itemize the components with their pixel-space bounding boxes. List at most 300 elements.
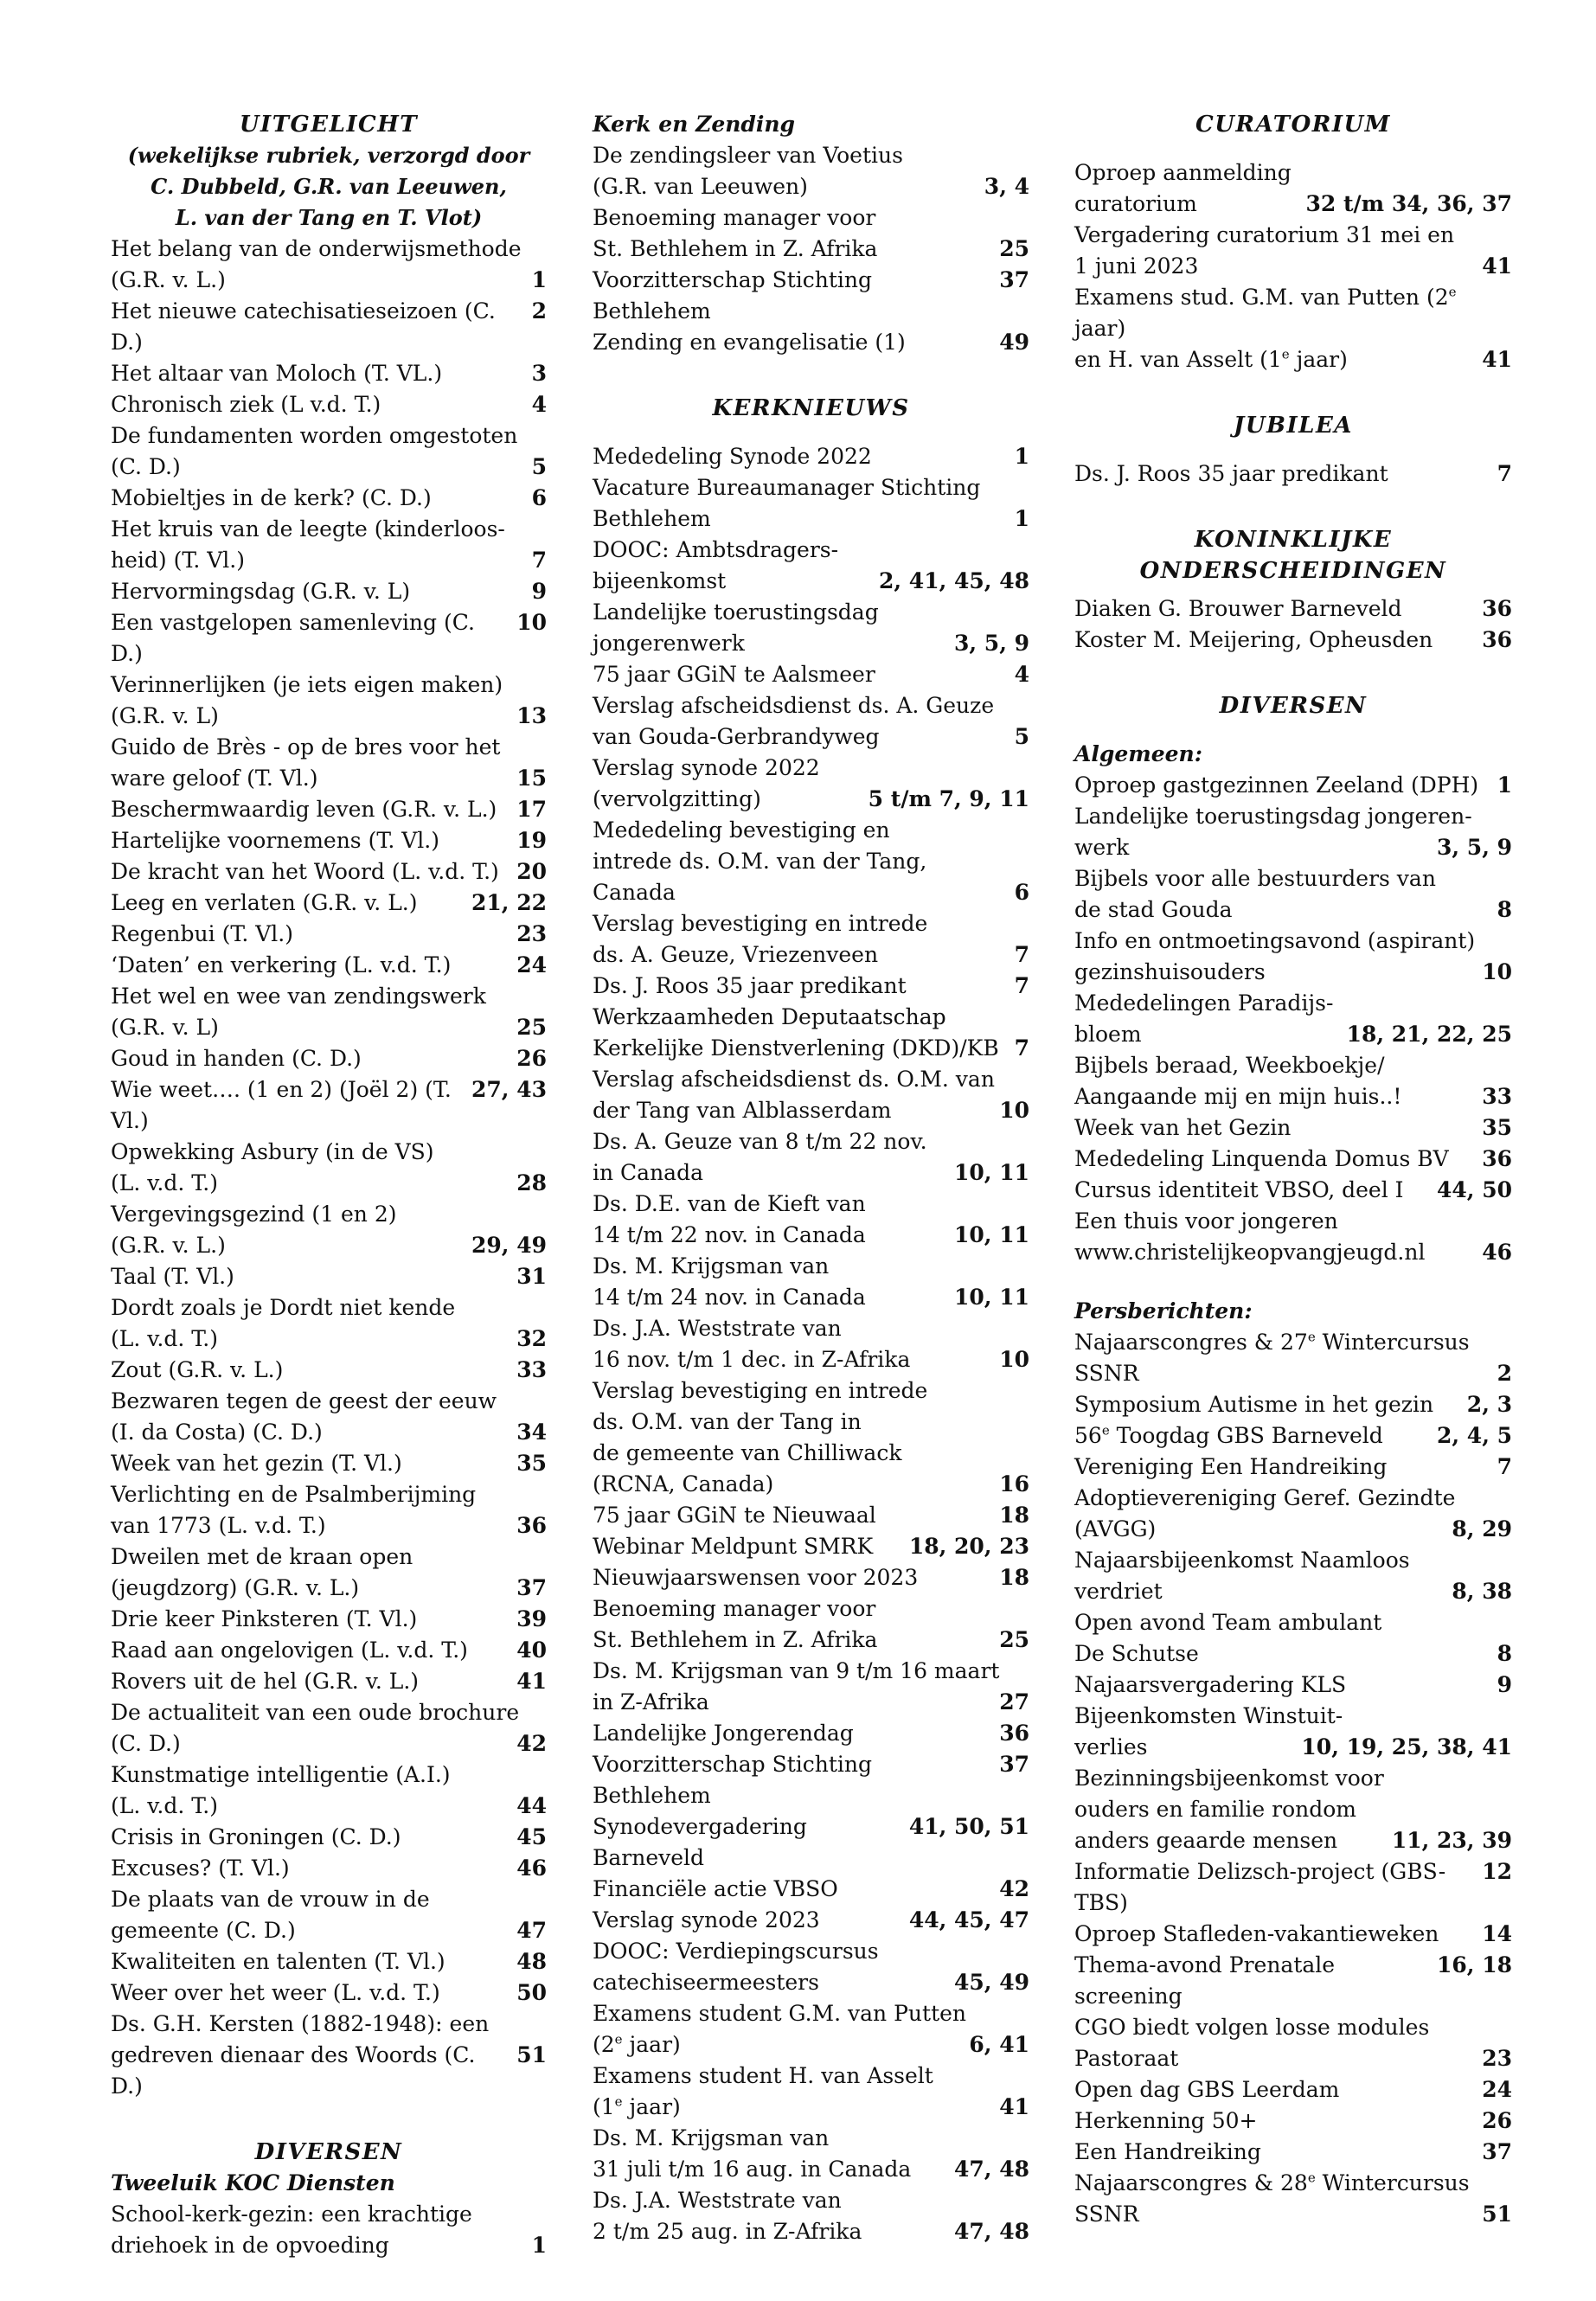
index-entry [1074, 1144, 1512, 1175]
entry-title-line: Ds. J. Roos 35 jaar predikant [1074, 461, 1388, 486]
entry-title-line: bijeenkomst [593, 568, 727, 593]
entry-title-line: de gemeente van Chilliwack [593, 1440, 902, 1465]
entry-title-line: ware geloof (T. Vl.) [111, 766, 318, 791]
entry-title-line: Taal (T. Vl.) [111, 1264, 234, 1289]
index-entry [111, 794, 547, 825]
entry-title-line: (AVGG) [1074, 1516, 1157, 1541]
entry-title-line: Financiële actie VBSO [593, 1876, 838, 1901]
entry-page-numbers: 6, 41 [969, 2032, 1029, 2057]
entry-page-numbers: 25 [999, 236, 1029, 261]
entry-title-line: Weer over het weer (L. v.d. T.) [111, 1980, 440, 2005]
entry-title-line: Koster M. Meijering, Opheusden [1074, 627, 1433, 652]
index-entry [1074, 863, 1512, 926]
entry-title-line: Week van het gezin (T. Vl.) [111, 1451, 402, 1476]
entry-page-numbers: 10, 11 [954, 1222, 1029, 1247]
entry-title-line: Dweilen met de kraan open [111, 1544, 413, 1569]
entry-title-line: Beschermwaardig leven (G.R. v. L.) [111, 797, 497, 822]
index-entry [111, 389, 547, 420]
entry-title-line: de stad Gouda [1074, 897, 1233, 922]
subhead-persberichten: Persberichten: [1074, 1298, 1253, 1324]
entry-list [111, 234, 547, 2102]
index-entry [593, 971, 1029, 1002]
index-entry [1074, 1420, 1512, 1452]
entry-title-line: 1 juni 2023 [1074, 253, 1199, 279]
entry-page-numbers: 37 [999, 267, 1029, 292]
index-entry [111, 1635, 547, 1666]
index-entry [1074, 1545, 1512, 1607]
entry-page-numbers: 32 [516, 1326, 547, 1351]
entry-page-numbers: 36 [516, 1513, 547, 1538]
index-entry [1074, 2137, 1512, 2168]
entry-page-numbers: 7 [1497, 461, 1512, 486]
index-entry [111, 358, 547, 389]
index-entry [111, 856, 547, 888]
index-entry [1074, 593, 1512, 625]
entry-title-line: (C. D.) [111, 454, 181, 479]
subhead-tweeluik: Tweeluik KOC Diensten [111, 2170, 395, 2195]
entry-page-numbers: 39 [516, 1606, 547, 1631]
entry-list [1074, 1327, 1512, 2230]
index-entry [593, 1002, 1029, 1064]
entry-title-line: Voorzitterschap Stichting Bethlehem [593, 1752, 873, 1808]
entry-title-line: Najaarsvergadering KLS [1074, 1672, 1347, 1697]
entry-title-line: Verslag synode 2023 [593, 1907, 820, 1932]
entry-page-numbers: 20 [516, 859, 547, 884]
entry-page-numbers: 47, 48 [954, 2157, 1029, 2182]
index-entry [111, 1666, 547, 1697]
entry-page-numbers: 36 [1482, 627, 1512, 652]
index-entry [1074, 1175, 1512, 1206]
section-title-uitgelicht: UITGELICHT [239, 112, 419, 138]
entry-page-numbers: 37 [999, 1752, 1029, 1777]
entry-title-line: in Canada [593, 1160, 703, 1185]
entry-list [593, 140, 1029, 358]
entry-page-numbers: 51 [516, 2042, 547, 2067]
entry-page-numbers: 27, 43 [471, 1077, 547, 1102]
entry-title-line: Landelijke toerustingsdag jongeren- [1074, 804, 1472, 829]
entry-title-line: 31 juli t/m 16 aug. in Canada [593, 2157, 912, 2182]
entry-title-line: Rovers uit de hel (G.R. v. L.) [111, 1669, 420, 1694]
index-entry [111, 607, 547, 670]
index-entry [1074, 1701, 1512, 1763]
entry-page-numbers: 17 [516, 797, 547, 822]
index-entry [111, 950, 547, 981]
entry-title-line: De zendingsleer van Voetius [593, 143, 903, 168]
entry-title-line: Kwaliteiten en talenten (T. Vl.) [111, 1949, 445, 1974]
entry-title-line: St. Bethlehem in Z. Afrika [593, 1627, 878, 1652]
index-entry [1074, 2168, 1512, 2230]
entry-page-numbers: 10, 19, 25, 38, 41 [1301, 1734, 1512, 1759]
index-entry [593, 1064, 1029, 1126]
entry-page-numbers: 18, 21, 22, 25 [1346, 1022, 1512, 1047]
entry-title-line: 14 t/m 22 nov. in Canada [593, 1222, 866, 1247]
entry-page-numbers: 7 [1014, 1035, 1029, 1061]
index-entry [593, 1562, 1029, 1593]
entry-list [1074, 458, 1512, 490]
index-entry [111, 1199, 547, 1261]
entry-title-line: Het belang van de onderwijsmethode [111, 236, 522, 261]
entry-title-line: 16 nov. t/m 1 dec. in Z-Afrika [593, 1347, 911, 1372]
entry-page-numbers: 36 [999, 1721, 1029, 1746]
entry-title-line: ds. A. Geuze, Vriezenveen [593, 942, 879, 967]
index-entry [593, 1251, 1029, 1313]
index-entry [111, 2199, 547, 2261]
entry-title-line: www.christelijkeopvangjeugd.nl [1074, 1240, 1426, 1265]
entry-title-line: curatorium [1074, 191, 1197, 216]
entry-page-numbers: 37 [1482, 2139, 1512, 2164]
entry-title-line: Kunstmatige intelligentie (A.I.) [111, 1762, 451, 1787]
index-entry [593, 1998, 1029, 2061]
section-title-diversen: DIVERSEN [1219, 693, 1368, 719]
entry-page-numbers: 41, 50, 51 [908, 1814, 1029, 1839]
entry-title-line: Verslag afscheidsdienst ds. A. Geuze [593, 693, 995, 718]
entry-title-line: Bezinningsbijeenkomst voor [1074, 1766, 1384, 1791]
entry-title-line: Hartelijke voornemens (T. Vl.) [111, 828, 439, 853]
entry-page-numbers: 46 [516, 1856, 547, 1881]
entry-title-line: Werkzaamheden Deputaatschap [593, 1004, 946, 1029]
entry-page-numbers: 26 [516, 1046, 547, 1071]
entry-page-numbers: 8 [1497, 897, 1512, 922]
index-entry [111, 1604, 547, 1635]
entry-title-line: Synodevergadering Barneveld [593, 1814, 807, 1870]
index-entry [1074, 1950, 1512, 2012]
entry-title-line: Mededelingen Paradijs- [1074, 990, 1334, 1016]
entry-title-line: DOOC: Ambtsdragers- [593, 537, 839, 562]
entry-title-line: Verslag synode 2022 [593, 755, 820, 780]
entry-list [1074, 770, 1512, 1268]
entry-title-line: Najaarsbijeenkomst Naamloos [1074, 1548, 1410, 1573]
index-entry [593, 1313, 1029, 1375]
index-entry [111, 1822, 547, 1853]
entry-page-numbers: 9 [531, 579, 547, 604]
entry-title-line: werk [1074, 835, 1130, 860]
entry-page-numbers: 33 [1482, 1084, 1512, 1109]
index-entry [593, 1874, 1029, 1905]
entry-title-line: Bijbels beraad, Weekboekje/ [1074, 1053, 1385, 1078]
entry-title-line: Open avond Team ambulant [1074, 1610, 1382, 1635]
entry-page-numbers: 44, 50 [1437, 1177, 1512, 1202]
entry-title-line: intrede ds. O.M. van der Tang, [593, 849, 927, 874]
entry-title-line: Ds. M. Krijgsman van [593, 2125, 830, 2150]
entry-page-numbers: 13 [516, 703, 547, 728]
index-entry [593, 1593, 1029, 1656]
entry-page-numbers: 23 [1482, 2046, 1512, 2071]
entry-title-line: Bethlehem [593, 506, 711, 531]
index-entry [593, 1126, 1029, 1189]
entry-title-line: Raad aan ongelovigen (L. v.d. T.) [111, 1638, 468, 1663]
entry-title-line: jongerenwerk [593, 631, 745, 656]
entry-title-line: (G.R. v. L) [111, 703, 219, 728]
entry-title-line: van 1773 (L. v.d. T.) [111, 1513, 326, 1538]
entry-page-numbers: 33 [516, 1357, 547, 1382]
entry-page-numbers: 3 [531, 361, 547, 386]
entry-page-numbers: 28 [516, 1170, 547, 1195]
index-entry [111, 1884, 547, 1946]
index-entry [111, 888, 547, 919]
index-entry [111, 1697, 547, 1759]
index-entry [593, 1500, 1029, 1531]
entry-page-numbers: 2 [531, 298, 547, 324]
index-entry [111, 514, 547, 576]
entry-title-line: Benoeming manager voor [593, 1596, 876, 1621]
entry-title-line: Ds. D.E. van de Kieft van [593, 1191, 866, 1216]
index-entry [593, 441, 1029, 472]
entry-title-line: (jeugdzorg) (G.R. v. L.) [111, 1575, 360, 1600]
entry-title-line: (1e jaar) [593, 2093, 681, 2119]
entry-title-line: (G.R. v. L.) [111, 1233, 226, 1258]
entry-page-numbers: 3, 5, 9 [1437, 835, 1512, 860]
index-entry [593, 659, 1029, 690]
entry-title-line: (L. v.d. T.) [111, 1326, 218, 1351]
index-entry [1074, 1327, 1512, 1389]
entry-title-line: Ds. A. Geuze van 8 t/m 22 nov. [593, 1129, 927, 1154]
index-entry [1074, 770, 1512, 801]
entry-page-numbers: 27 [999, 1689, 1029, 1715]
entry-page-numbers: 45, 49 [954, 1970, 1029, 1995]
entry-title-line: (I. da Costa) (C. D.) [111, 1420, 323, 1445]
entry-title-line: Guido de Brès - op de bres voor het [111, 734, 501, 760]
index-entry [1074, 1112, 1512, 1144]
entry-title-line: Info en ontmoetingsavond (aspirant) [1074, 928, 1476, 953]
entry-title-line: Verlichting en de Psalmberijming [111, 1482, 477, 1507]
entry-title-line: (G.R. v. L) [111, 1015, 219, 1040]
entry-title-line: Symposium Autisme in het gezin [1074, 1392, 1434, 1417]
entry-page-numbers: 47, 48 [954, 2219, 1029, 2244]
entry-page-numbers: 7 [1014, 942, 1029, 967]
entry-title-line: van Gouda-Gerbrandyweg [593, 724, 880, 749]
entry-page-numbers: 25 [999, 1627, 1029, 1652]
section-title-curatorium: CURATORIUM [1195, 112, 1391, 138]
entry-title-line: Verinnerlijken (je iets eigen maken) [111, 672, 503, 697]
entry-page-numbers: 10 [516, 610, 547, 635]
entry-page-numbers: 2, 41, 45, 48 [879, 568, 1029, 593]
entry-title-line: Examens student H. van Asselt [593, 2063, 933, 2088]
entry-page-numbers: 23 [516, 921, 547, 946]
index-entry [593, 472, 1029, 535]
section-title-koninklijke: KONINKLIJKE [1194, 527, 1393, 553]
index-entry [593, 2061, 1029, 2123]
entry-title-line: (L. v.d. T.) [111, 1793, 218, 1818]
entry-title-line: gemeente (C. D.) [111, 1918, 296, 1943]
index-entry [111, 420, 547, 483]
entry-title-line: Vacature Bureaumanager Stichting [593, 475, 981, 500]
entry-page-numbers: 18, 20, 23 [908, 1534, 1029, 1559]
entry-page-numbers: 21, 22 [471, 890, 547, 915]
index-entry [111, 981, 547, 1043]
entry-list [1074, 593, 1512, 656]
entry-page-numbers: 10 [999, 1098, 1029, 1123]
entry-page-numbers: 6 [531, 485, 547, 510]
entry-page-numbers: 4 [531, 392, 547, 417]
entry-title-line: Mobieltjes in de kerk? (C. D.) [111, 485, 432, 510]
index-entry [111, 1853, 547, 1884]
entry-title-line: (C. D.) [111, 1731, 181, 1756]
entry-title-line: Crisis in Groningen (C. D.) [111, 1824, 401, 1849]
entry-page-numbers: 14 [1482, 1921, 1512, 1946]
entry-title-line: 2 t/m 25 aug. in Z-Afrika [593, 2219, 862, 2244]
entry-title-line: Een thuis voor jongeren [1074, 1208, 1338, 1234]
entry-title-line: 56e Toogdag GBS Barneveld [1074, 1422, 1383, 1448]
entry-title-line: Mededeling bevestiging en [593, 817, 890, 843]
entry-page-numbers: 15 [516, 766, 547, 791]
index-entry [593, 1189, 1029, 1251]
entry-title-line: in Z-Afrika [593, 1689, 709, 1715]
entry-title-line: Wie weet…. (1 en 2) (Joël 2) (T. Vl.) [111, 1077, 452, 1133]
entry-title-line: Thema-avond Prenatale screening [1074, 1952, 1336, 2009]
entry-title-line: Bijbels voor alle bestuurders van [1074, 866, 1436, 891]
index-entry [1074, 625, 1512, 656]
entry-page-numbers: 26 [1482, 2108, 1512, 2133]
entry-page-numbers: 29, 49 [471, 1233, 547, 1258]
entry-title-line: Aangaande mij en mijn huis..! [1074, 1084, 1402, 1109]
entry-page-numbers: 24 [516, 952, 547, 977]
index-entry [111, 1386, 547, 1448]
entry-title-line: (G.R. v. L.) [111, 267, 226, 292]
entry-title-line: bloem [1074, 1022, 1142, 1047]
entry-title-line: School-kerk-gezin: een krachtige [111, 2202, 472, 2227]
entry-page-numbers: 1 [1014, 444, 1029, 469]
index-entry [1074, 1670, 1512, 1701]
entry-title-line: De actualiteit van een oude brochure [111, 1700, 520, 1725]
index-entry [593, 1656, 1029, 1718]
index-entry [1074, 1607, 1512, 1670]
index-entry [111, 825, 547, 856]
entry-title-line: Ds. J. Roos 35 jaar predikant [593, 973, 907, 998]
entry-title-line: Dordt zoals je Dordt niet kende [111, 1295, 456, 1320]
entry-title-line: Een vastgelopen samenleving (C. D.) [111, 610, 475, 666]
entry-title-line: Benoeming manager voor [593, 205, 876, 230]
entry-title-line: Oproep aanmelding [1074, 160, 1292, 185]
entry-title-line: (G.R. van Leeuwen) [593, 174, 808, 199]
entry-title-line: 75 jaar GGiN te Nieuwaal [593, 1503, 876, 1528]
entry-title-line: 75 jaar GGiN te Aalsmeer [593, 662, 875, 687]
subhead-kerk-zending: Kerk en Zending [593, 112, 796, 137]
index-entry [111, 1355, 547, 1386]
entry-title-line: Webinar Meldpunt SMRK [593, 1534, 874, 1559]
entry-page-numbers: 10, 11 [954, 1285, 1029, 1310]
entry-page-numbers: 7 [1014, 973, 1029, 998]
subhead-algemeen: Algemeen: [1074, 741, 1202, 766]
index-entry [1074, 2074, 1512, 2106]
entry-title-line: Mededeling Synode 2022 [593, 444, 872, 469]
entry-page-numbers: 1 [531, 267, 547, 292]
entry-page-numbers: 36 [1482, 1146, 1512, 1171]
entry-title-line: Bijeenkomsten Winstuit- [1074, 1703, 1343, 1728]
entry-title-line: St. Bethlehem in Z. Afrika [593, 236, 878, 261]
entry-title-line: Voorzitterschap Stichting Bethlehem [593, 267, 873, 324]
index-entry [111, 234, 547, 296]
entry-title-line: Ds. M. Krijgsman van [593, 1253, 830, 1279]
entry-title-line: verlies [1074, 1734, 1148, 1759]
entry-page-numbers: 7 [1497, 1454, 1512, 1479]
entry-title-line: Adoptievereniging Geref. Gezindte [1074, 1485, 1456, 1510]
index-entry [593, 535, 1029, 597]
index-entry [593, 815, 1029, 908]
entry-page-numbers: 8, 29 [1452, 1516, 1512, 1541]
entry-page-numbers: 31 [516, 1264, 547, 1289]
entry-title-line: anders geaarde mensen [1074, 1828, 1338, 1853]
entry-title-line: DOOC: Verdiepingscursus [593, 1939, 879, 1964]
index-entry [111, 1946, 547, 1977]
index-entry [1074, 801, 1512, 863]
index-entry [111, 296, 547, 358]
entry-title-line: Kerkelijke Dienstverlening (DKD)/KB [593, 1035, 999, 1061]
index-entry [111, 1261, 547, 1292]
index-entry [593, 597, 1029, 659]
entry-title-line: Oproep Stafleden-vakantieweken [1074, 1921, 1439, 1946]
index-entry [1074, 2106, 1512, 2137]
index-entry [593, 753, 1029, 815]
entry-page-numbers: 37 [516, 1575, 547, 1600]
index-entry [111, 1541, 547, 1604]
entry-title-line: Vereniging Een Handreiking [1074, 1454, 1388, 1479]
index-entry [593, 1936, 1029, 1998]
index-entry [1074, 1452, 1512, 1483]
index-entry [1074, 1389, 1512, 1420]
index-entry [1074, 1763, 1512, 1856]
entry-title-line: Diaken G. Brouwer Barneveld [1074, 596, 1402, 621]
entry-title-line: Herkenning 50+ [1074, 2108, 1258, 2133]
entry-title-line: Examens student G.M. van Putten [593, 2001, 967, 2026]
index-entry [593, 140, 1029, 202]
entry-title-line: Najaarscongres & 27e Wintercursus [1074, 1329, 1470, 1355]
entry-title-line: Leeg en verlaten (G.R. v. L.) [111, 890, 418, 915]
entry-title-line: De fundamenten worden omgestoten [111, 423, 518, 448]
index-entry [111, 1448, 547, 1479]
index-entry [1074, 220, 1512, 282]
entry-page-numbers: 5 [531, 454, 547, 479]
entry-title-line: (2e jaar) [593, 2031, 681, 2057]
entry-page-numbers: 8 [1497, 1641, 1512, 1666]
entry-title-line: Mededeling Linquenda Domus BV [1074, 1146, 1449, 1171]
entry-page-numbers: 6 [1014, 880, 1029, 905]
subtitle-line: (wekelijkse rubriek, verzorgd door [127, 143, 530, 168]
index-entry [593, 202, 1029, 265]
entry-page-numbers: 2, 4, 5 [1437, 1423, 1512, 1448]
index-entry [593, 1811, 1029, 1874]
index-entry [111, 919, 547, 950]
entry-title-line: der Tang van Alblasserdam [593, 1098, 892, 1123]
entry-page-numbers: 10, 11 [954, 1160, 1029, 1185]
index-entry [1074, 1050, 1512, 1112]
entry-page-numbers: 3, 5, 9 [954, 631, 1029, 656]
index-entry [111, 483, 547, 514]
entry-page-numbers: 48 [516, 1949, 547, 1974]
section-subtitle-uitgelicht [111, 140, 547, 234]
entry-page-numbers: 1 [1014, 506, 1029, 531]
entry-title-line: Het kruis van de leegte (kinderloos- [111, 516, 505, 542]
entry-title-line: catechiseermeesters [593, 1970, 819, 1995]
entry-title-line: en H. van Asselt (1e jaar) [1074, 346, 1348, 372]
index-entry [1074, 1856, 1512, 1919]
entry-title-line: Goud in handen (C. D.) [111, 1046, 362, 1071]
index-entry [593, 265, 1029, 327]
entry-title-line: Verslag bevestiging en intrede [593, 911, 928, 936]
entry-page-numbers: 8, 38 [1452, 1579, 1512, 1604]
entry-title-line: Week van het Gezin [1074, 1115, 1292, 1140]
column-3 [1074, 109, 1512, 2230]
index-entry [593, 2185, 1029, 2247]
index-entry [593, 1375, 1029, 1500]
entry-title-line: Vergevingsgezind (1 en 2) [111, 1202, 397, 1227]
index-entry [593, 327, 1029, 358]
entry-page-numbers: 41 [999, 2094, 1029, 2119]
entry-title-line: Cursus identiteit VBSO, deel I [1074, 1177, 1404, 1202]
entry-page-numbers: 34 [516, 1420, 547, 1445]
entry-list [111, 2199, 547, 2261]
entry-page-numbers: 32 t/m 34, 36, 37 [1305, 191, 1512, 216]
entry-title-line: Vergadering curatorium 31 mei en [1074, 222, 1455, 247]
